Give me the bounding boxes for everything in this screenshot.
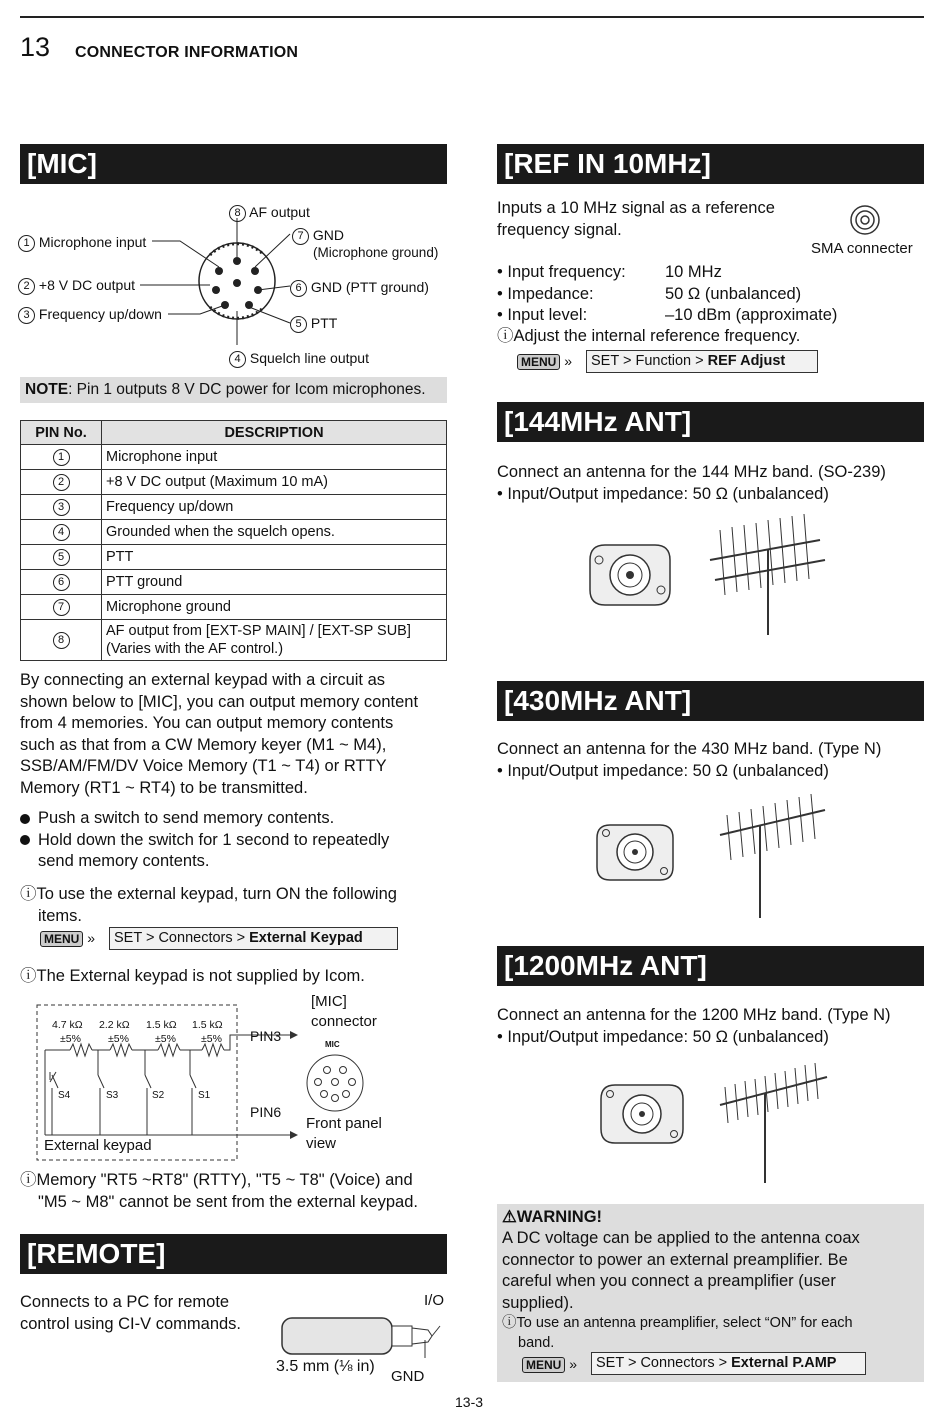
resistor-r1: 4.7 kΩ	[52, 1019, 83, 1031]
list-item: • Input frequency: 10 MHz	[497, 263, 722, 281]
mic-bullets	[20, 808, 389, 873]
chapter-number: 13	[20, 32, 51, 62]
list-item: • Impedance: 50 Ω (unbalanced)	[497, 284, 802, 303]
front-panel-label: Front panel view	[306, 1115, 382, 1152]
list-item: Hold down the switch for 1 second to repeatedly	[20, 830, 389, 852]
remote-io-label: I/O	[424, 1292, 445, 1309]
ref-specs	[497, 262, 837, 327]
menu-path-preamp: SET > Connectors > External P.AMP	[591, 1352, 866, 1375]
mic-info-memory: ⓘMemory "RT5 ~RT8" (RTTY), "T5 ~ T8" (Voice) and "M5 ~ M8" cannot be sent from the external keypad.	[20, 1171, 418, 1211]
table-row: 8 AF output from [EXT-SP MAIN] / [EXT-SP SUB] (Varies with the AF control.)	[21, 620, 447, 661]
remote-size-label: 3.5 mm (⅛ in)	[276, 1358, 375, 1375]
menu-path-ref: SET > Function > REF Adjust	[586, 350, 818, 373]
table-row: 5 PTT	[21, 545, 447, 570]
switch-s1: S1	[198, 1090, 211, 1101]
mic-label-p3: 3 Frequency up/down	[18, 304, 162, 326]
chapter-title: CONNECTOR INFORMATION	[75, 44, 299, 61]
tolerance-label: ±5%	[155, 1033, 176, 1045]
mic-label-p2: 2 +8 V DC output	[18, 275, 135, 297]
ref-text: Inputs a 10 MHz signal as a reference frequency signal.	[497, 199, 775, 239]
list-item: Push a switch to send memory contents.	[20, 808, 389, 830]
yagi-antenna-144-icon	[700, 510, 830, 640]
typen-connector-1200-icon	[597, 1080, 687, 1148]
mic-label-p5: 5 PTT	[290, 313, 337, 335]
warning-info: ⓘTo use an antenna preamplifier, select “ON” for each band.	[502, 1315, 853, 1351]
menu-icon-2: MENU »	[517, 353, 572, 370]
pin3-label: PIN3	[250, 1028, 282, 1044]
table-row: 2 +8 V DC output (Maximum 10 mA)	[21, 470, 447, 495]
info-icon: ⓘ	[20, 967, 37, 985]
table-row: 7 Microphone ground	[21, 595, 447, 620]
ant430-text: Connect an antenna for the 430 MHz band. (Type N) • Input/Output impedance: 50 Ω (unbalanced)	[497, 740, 882, 780]
tolerance-label: ±5%	[108, 1033, 129, 1045]
ant144-section-title: [144MHz ANT]	[497, 402, 924, 442]
jack-plug-diagram	[280, 1306, 450, 1366]
typen-connector-430-icon	[595, 820, 675, 885]
page-number: 13-3	[455, 1394, 484, 1410]
resistor-r2: 2.2 kΩ	[99, 1019, 130, 1031]
table-row: 1 Microphone input	[21, 445, 447, 470]
ref-info: ⓘAdjust the internal reference frequency.	[497, 327, 801, 345]
sma-connector-icon	[848, 203, 882, 237]
ant144-text: Connect an antenna for the 144 MHz band. (SO-239) • Input/Output impedance: 50 Ω (unbalanced)	[497, 463, 886, 503]
resistor-r4: 1.5 kΩ	[192, 1019, 223, 1031]
list-item: send memory contents.	[38, 852, 210, 870]
table-header-row	[21, 421, 447, 445]
table-header: DESCRIPTION	[102, 421, 447, 445]
ant1200-text: Connect an antenna for the 1200 MHz band. (Type N) • Input/Output impedance: 50 Ω (unbalanced)	[497, 1006, 891, 1046]
table-row: 4 Grounded when the squelch opens.	[21, 520, 447, 545]
tolerance-label: ±5%	[201, 1033, 222, 1045]
list-item: • Input level: –10 dBm (approximate)	[497, 306, 838, 324]
ant1200-section-title: [1200MHz ANT]	[497, 946, 924, 986]
warning-text: A DC voltage can be applied to the antenna coax connector to power an external preamplifier. Be careful when you connect a preamplifier (user supplied).	[502, 1229, 860, 1312]
info-icon: ⓘ	[20, 885, 37, 903]
pin-table	[20, 420, 447, 661]
sma-label: SMA connecter	[811, 240, 913, 257]
mic-label-p7-sub: (Microphone ground)	[313, 245, 439, 260]
switch-s2: S2	[152, 1090, 165, 1101]
so239-connector-icon	[585, 540, 675, 610]
mic-paragraph: By connecting an external keypad with a circuit as shown below to [MIC], you can output memory content from 4 memories. You can output memory contents such as that from a CW Memory keyer (M1 ~ M4), SSB/AM/FM/DV Voice Memory (T1 ~ T4) or RTTY Memory (RT1 ~ RT4) to be transmitted.	[20, 671, 419, 797]
mic-label-p6: 6 GND (PTT ground)	[290, 277, 429, 299]
mic-info-not-supplied: ⓘThe External keypad is not supplied by Icom.	[20, 967, 365, 985]
menu-icon-3: MENU »	[522, 1356, 577, 1373]
keypad-label: External keypad	[44, 1137, 152, 1154]
warning-title: ⚠WARNING!	[502, 1208, 603, 1226]
table-header: PIN No.	[21, 421, 102, 445]
tolerance-label: ±5%	[60, 1033, 81, 1045]
table-row: 3 Frequency up/down	[21, 495, 447, 520]
remote-gnd-label: GND	[391, 1368, 425, 1385]
info-icon: ⓘ	[502, 1315, 517, 1331]
info-icon: ⓘ	[497, 327, 514, 345]
menu-path-keypad: SET > Connectors > External Keypad	[109, 927, 398, 950]
mic-label-p8: 8 AF output	[229, 202, 310, 224]
table-row: 6 PTT ground	[21, 570, 447, 595]
resistor-r3: 1.5 kΩ	[146, 1019, 177, 1031]
yagi-antenna-430-icon	[715, 790, 835, 920]
mic-note: NOTE: Pin 1 outputs 8 V DC power for Icom microphones.	[20, 377, 447, 403]
warning-icon: ⚠	[502, 1208, 517, 1226]
remote-section-title: [REMOTE]	[20, 1234, 447, 1274]
switch-s3: S3	[106, 1090, 119, 1101]
switch-s4: S4	[58, 1090, 71, 1101]
mic-label-p7: 7 GND	[292, 225, 344, 247]
ref-section-title: [REF IN 10MHz]	[497, 144, 924, 184]
info-icon: ⓘ	[20, 1171, 37, 1189]
mic-label-p1: 1 Microphone input	[18, 232, 146, 254]
yagi-antenna-1200-icon	[715, 1055, 835, 1185]
ant430-section-title: [430MHz ANT]	[497, 681, 924, 721]
menu-icon-1: MENU »	[40, 930, 95, 947]
mic-connector-label: [MIC] connector	[311, 993, 377, 1030]
mic-info-keypad: ⓘTo use the external keypad, turn ON the following items.	[20, 885, 397, 925]
mic-section-title: [MIC]	[20, 144, 447, 184]
mic-label-p4: 4 Squelch line output	[229, 348, 369, 370]
mic-small-label: MIC	[325, 1040, 340, 1049]
pin6-label: PIN6	[250, 1104, 282, 1120]
header-rule	[20, 16, 924, 18]
remote-text: Connects to a PC for remote control using CI-V commands.	[20, 1293, 242, 1333]
